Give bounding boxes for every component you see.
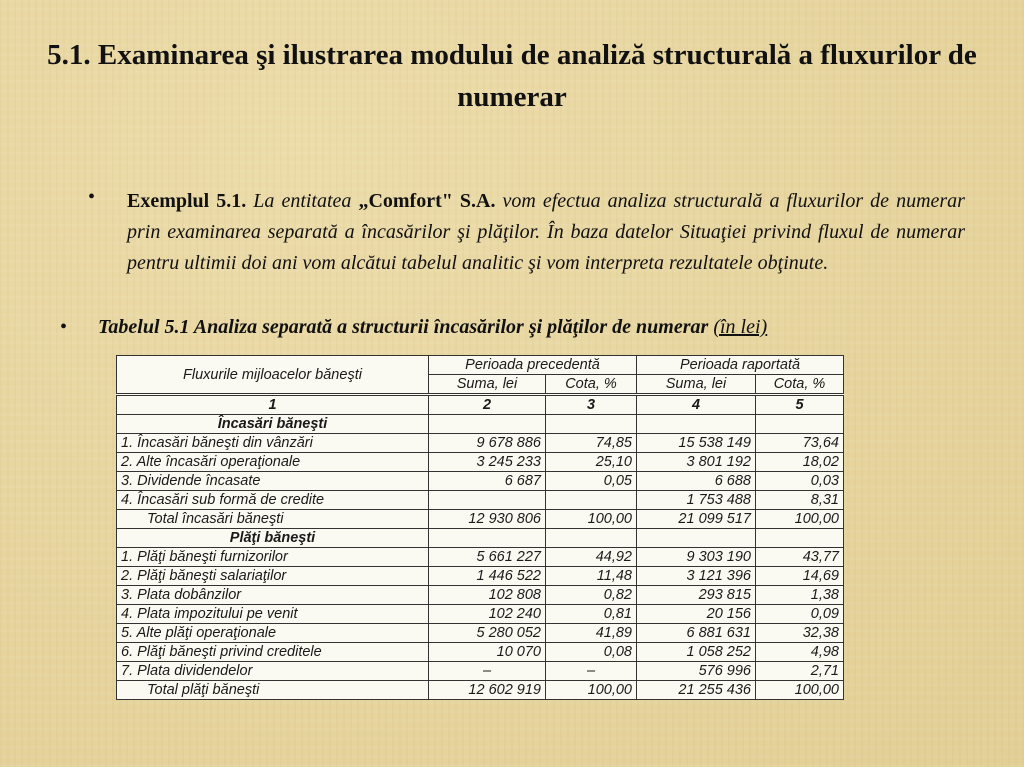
row-label: 2. Plăţi băneşti salariaţilor	[117, 567, 429, 586]
row-label: 5. Alte plăţi operaţionale	[117, 624, 429, 643]
curr-sum-cell: 1 058 252	[637, 643, 756, 662]
table-row	[117, 605, 844, 624]
column-number: 2	[429, 395, 546, 415]
prev-sum-cell: 5 661 227	[429, 548, 546, 567]
example-paragraph	[127, 186, 965, 279]
prev-sum-cell: 12 602 919	[429, 681, 546, 700]
header-previous-period: Perioada precedentă	[429, 356, 637, 375]
prev-share-cell: 74,85	[546, 434, 637, 453]
prev-share-cell	[546, 529, 637, 548]
prev-sum-cell: 102 808	[429, 586, 546, 605]
row-label: 6. Plăţi băneşti privind creditele	[117, 643, 429, 662]
header-current-period: Perioada raportată	[637, 356, 844, 375]
prev-share-cell: 100,00	[546, 681, 637, 700]
prev-share-cell: 11,48	[546, 567, 637, 586]
row-label: 4. Încasări sub formă de credite	[117, 491, 429, 510]
prev-share-cell: 0,05	[546, 472, 637, 491]
table-row	[117, 453, 844, 472]
row-label: 3. Dividende încasate	[117, 472, 429, 491]
prev-sum-cell: 10 070	[429, 643, 546, 662]
curr-sum-cell: 21 255 436	[637, 681, 756, 700]
row-label: Total plăţi băneşti	[117, 681, 429, 700]
curr-sum-cell: 6 881 631	[637, 624, 756, 643]
header-flows: Fluxurile mijloacelor băneşti	[117, 356, 429, 395]
example-text: La entitatea	[246, 190, 359, 212]
prev-sum-cell: –	[429, 662, 546, 681]
table-row	[117, 662, 844, 681]
prev-sum-cell: 3 245 233	[429, 453, 546, 472]
table-row	[117, 548, 844, 567]
curr-sum-cell: 21 099 517	[637, 510, 756, 529]
row-label: 4. Plata impozitului pe venit	[117, 605, 429, 624]
prev-sum-cell: 6 687	[429, 472, 546, 491]
total-row	[117, 681, 844, 700]
slide-title: 5.1. Examinarea şi ilustrarea modului de analiză structurală a fluxurilor de numerar	[47, 39, 977, 113]
curr-share-cell: 1,38	[756, 586, 844, 605]
header-share: Cota, %	[546, 375, 637, 395]
curr-share-cell: 32,38	[756, 624, 844, 643]
row-label: 3. Plata dobânzilor	[117, 586, 429, 605]
prev-share-cell: 100,00	[546, 510, 637, 529]
row-label: Plăţi băneşti	[117, 529, 429, 548]
curr-share-cell: 0,09	[756, 605, 844, 624]
example-label: Exemplul 5.1.	[127, 190, 247, 212]
table-unit: (în lei)	[713, 316, 768, 338]
curr-share-cell: 8,31	[756, 491, 844, 510]
cash-flow-table	[116, 355, 844, 700]
table-row	[117, 586, 844, 605]
prev-share-cell: 25,10	[546, 453, 637, 472]
header-share: Cota, %	[756, 375, 844, 395]
prev-sum-cell: 102 240	[429, 605, 546, 624]
prev-share-cell: 0,81	[546, 605, 637, 624]
curr-share-cell: 0,03	[756, 472, 844, 491]
row-label: 7. Plata dividendelor	[117, 662, 429, 681]
table-row	[117, 567, 844, 586]
curr-sum-cell: 9 303 190	[637, 548, 756, 567]
column-number-row	[117, 395, 844, 415]
curr-sum-cell: 6 688	[637, 472, 756, 491]
prev-share-cell: –	[546, 662, 637, 681]
prev-share-cell: 0,08	[546, 643, 637, 662]
prev-sum-cell	[429, 491, 546, 510]
bullet-marker: •	[60, 316, 68, 338]
row-label: 2. Alte încasări operaţionale	[117, 453, 429, 472]
curr-share-cell	[756, 415, 844, 434]
table-row	[117, 491, 844, 510]
curr-sum-cell: 20 156	[637, 605, 756, 624]
prev-share-cell: 41,89	[546, 624, 637, 643]
curr-share-cell: 2,71	[756, 662, 844, 681]
prev-share-cell	[546, 415, 637, 434]
prev-sum-cell: 9 678 886	[429, 434, 546, 453]
curr-share-cell: 18,02	[756, 453, 844, 472]
table-row	[117, 434, 844, 453]
curr-sum-cell: 576 996	[637, 662, 756, 681]
example-text-cont: vom efectua analiza structurală a fluxurilor de numerar prin examinarea separată a încasărilor şi plăţilor. În baza datelor Situaţiei privind fluxul de numerar pentru ultimii doi ani vom alcătui tabelul analitic şi vom interpreta rezultatele obţinute.	[127, 190, 965, 274]
column-number: 4	[637, 395, 756, 415]
total-row	[117, 510, 844, 529]
curr-sum-cell: 1 753 488	[637, 491, 756, 510]
column-number: 5	[756, 395, 844, 415]
curr-share-cell	[756, 529, 844, 548]
prev-share-cell	[546, 491, 637, 510]
curr-sum-cell: 3 801 192	[637, 453, 756, 472]
table-row	[117, 624, 844, 643]
row-label: Încasări băneşti	[117, 415, 429, 434]
curr-share-cell: 43,77	[756, 548, 844, 567]
prev-sum-cell	[429, 415, 546, 434]
table-row	[117, 643, 844, 662]
row-label: Total încasări băneşti	[117, 510, 429, 529]
table-caption	[98, 316, 767, 339]
header-sum: Suma, lei	[637, 375, 756, 395]
row-label: 1. Încasări băneşti din vânzări	[117, 434, 429, 453]
curr-share-cell: 100,00	[756, 681, 844, 700]
table-caption-text: Tabelul 5.1 Analiza separată a structurii încasărilor şi plăţilor de numerar	[98, 316, 714, 338]
column-number: 3	[546, 395, 637, 415]
bullet-marker: •	[88, 186, 96, 208]
prev-sum-cell	[429, 529, 546, 548]
curr-share-cell: 4,98	[756, 643, 844, 662]
curr-sum-cell	[637, 415, 756, 434]
entity-name: „Comfort" S.A.	[358, 190, 496, 212]
row-label: 1. Plăţi băneşti furnizorilor	[117, 548, 429, 567]
section-row	[117, 415, 844, 434]
curr-sum-cell: 293 815	[637, 586, 756, 605]
header-sum: Suma, lei	[429, 375, 546, 395]
column-number: 1	[117, 395, 429, 415]
curr-sum-cell: 15 538 149	[637, 434, 756, 453]
table-row	[117, 472, 844, 491]
prev-share-cell: 0,82	[546, 586, 637, 605]
curr-sum-cell	[637, 529, 756, 548]
curr-share-cell: 100,00	[756, 510, 844, 529]
prev-share-cell: 44,92	[546, 548, 637, 567]
prev-sum-cell: 1 446 522	[429, 567, 546, 586]
curr-share-cell: 14,69	[756, 567, 844, 586]
section-row	[117, 529, 844, 548]
prev-sum-cell: 5 280 052	[429, 624, 546, 643]
curr-sum-cell: 3 121 396	[637, 567, 756, 586]
prev-sum-cell: 12 930 806	[429, 510, 546, 529]
table-header-row	[117, 356, 844, 375]
curr-share-cell: 73,64	[756, 434, 844, 453]
